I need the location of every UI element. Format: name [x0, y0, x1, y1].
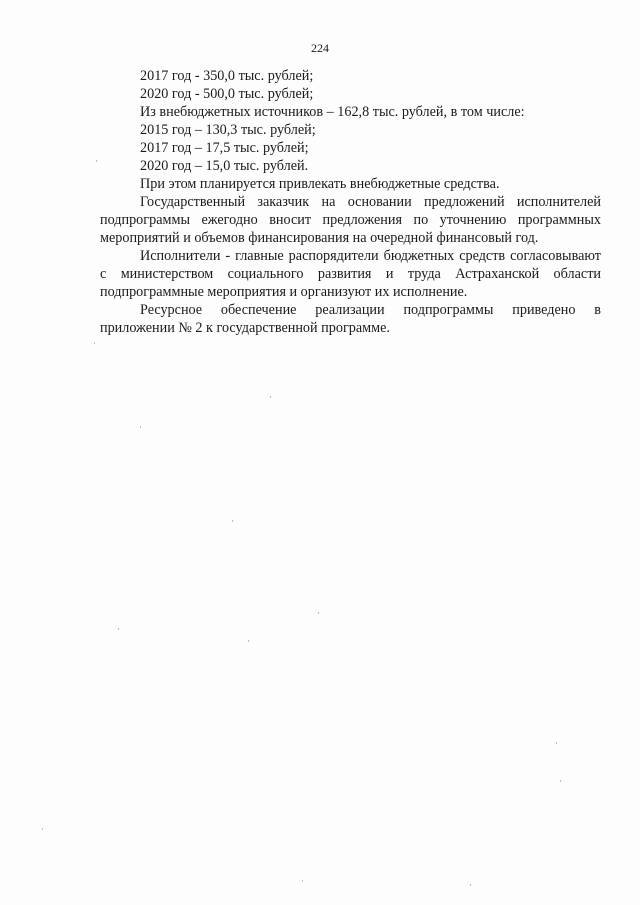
executors-paragraph: Исполнители - главные распорядители бюджетных средств согласовывают с министерством социального развития и труда Астраханской области подпрограммные мероприятия и организуют их исполнение. — [100, 248, 601, 300]
funding-line-2020: 2020 год - 500,0 тыс. рублей; — [140, 86, 314, 102]
scan-speck — [318, 612, 319, 614]
extrabudgetary-line-2017: 2017 год – 17,5 тыс. рублей; — [140, 140, 309, 156]
scan-speck — [96, 160, 97, 162]
scan-speck — [560, 780, 561, 782]
scan-speck — [248, 640, 249, 642]
scan-speck — [140, 426, 141, 428]
extrabudgetary-note-line: При этом планируется привлекать внебюджетные средства. — [140, 176, 500, 192]
scan-speck — [556, 742, 557, 744]
page-number: 224 — [311, 41, 329, 55]
scan-speck — [42, 828, 43, 830]
scan-speck — [94, 342, 95, 344]
resources-paragraph: Ресурсное обеспечение реализации подпрограммы приведено в приложении № 2 к государственной программе. — [100, 302, 601, 336]
extrabudgetary-line-2020: 2020 год – 15,0 тыс. рублей. — [140, 158, 309, 174]
scan-speck — [118, 628, 119, 630]
extrabudgetary-total-line: Из внебюджетных источников – 162,8 тыс. рублей, в том числе: — [140, 104, 525, 120]
customer-paragraph: Государственный заказчик на основании предложений исполнителей подпрограммы ежегодно вносит предложения по уточнению программных мероприятий и объемов финансирования на очередной финансовый год. — [100, 194, 601, 246]
funding-line-2017: 2017 год - 350,0 тыс. рублей; — [140, 68, 314, 84]
scan-speck — [232, 520, 233, 522]
extrabudgetary-line-2015: 2015 год – 130,3 тыс. рублей; — [140, 122, 316, 138]
scan-speck — [470, 884, 471, 886]
document-body — [100, 67, 601, 337]
scan-speck — [270, 396, 271, 398]
scan-speck — [302, 880, 303, 882]
